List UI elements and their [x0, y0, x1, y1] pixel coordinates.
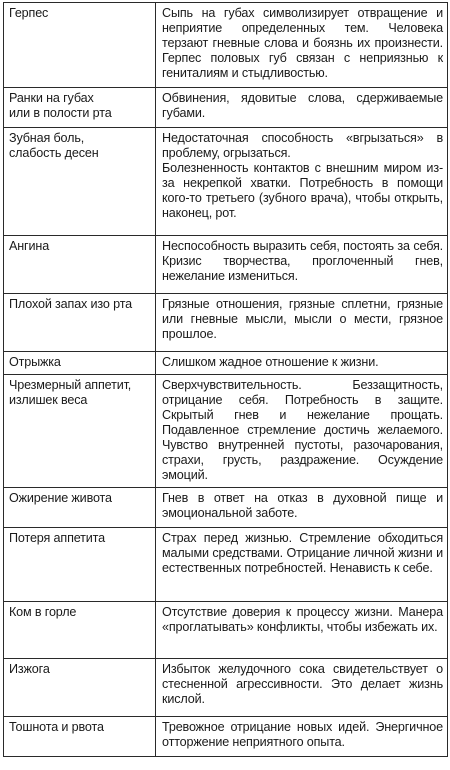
symptom-cell: Герпес	[4, 3, 156, 88]
meaning-cell: Слишком жадное отношение к жизни.	[156, 352, 448, 375]
table-row	[4, 352, 448, 375]
symptom-cell: Изжога	[4, 659, 156, 717]
symptom-cell: Ожирение живота	[4, 488, 156, 528]
table-row	[4, 294, 448, 352]
symptom-cell: Ком в горле	[4, 602, 156, 659]
table-row	[4, 3, 448, 88]
meaning-cell: Избыток желудочного сока свидетельствует о стесненной агрессивности. Это делает жизнь кислой.	[156, 659, 448, 717]
symptom-cell: Плохой запах изо рта	[4, 294, 156, 352]
symptom-cell: Ангина	[4, 236, 156, 294]
meaning-cell: Сверхчувствительность. Беззащитность, отрицание себя. Потребность в защите. Скрытый гнев и нежелание прощать. Подавленное стремление достичь желаемого. Чувство внутренней пустоты, разочарования, страхи, грусть, раздражение. Осуждение эмоций.	[156, 375, 448, 488]
table-row	[4, 88, 448, 128]
table-row	[4, 528, 448, 602]
meaning-cell: Недостаточная способность «вгрызаться» в проблему, огрызаться. Болезненность контактов с внешним миром из-за некрепкой хватки. Потребность в помощи кого-то третьего (зубного врача), чтобы открыть, наконец, рот.	[156, 128, 448, 236]
symptom-cell: Отрыжка	[4, 352, 156, 375]
table-row	[4, 236, 448, 294]
meaning-cell: Грязные отношения, грязные сплетни, грязные или гневные мысли, мысли о мести, грязное прошлое.	[156, 294, 448, 352]
table-row	[4, 659, 448, 717]
meaning-cell: Неспособность выразить себя, постоять за себя. Кризис творчества, проглоченный гнев, нежелание измениться.	[156, 236, 448, 294]
symptom-cell: Чрезмерный аппетит, излишек веса	[4, 375, 156, 488]
meaning-cell: Сыпь на губах символизирует отвращение и неприятие определенных тем. Человека терзают гневные слова и боязнь их произнести. Герпес половых губ связан с неприязнью к гениталиям и стыдливостью.	[156, 3, 448, 88]
symptom-cell: Тошнота и рвота	[4, 717, 156, 757]
table-row	[4, 602, 448, 659]
table-row	[4, 717, 448, 757]
table-row	[4, 375, 448, 488]
meaning-cell: Отсутствие доверия к процессу жизни. Манера «проглатывать» конфликты, чтобы избежать их.	[156, 602, 448, 659]
table-row	[4, 128, 448, 236]
symptoms-table	[3, 2, 448, 757]
symptom-cell: Зубная боль, слабость десен	[4, 128, 156, 236]
meaning-cell: Страх перед жизнью. Стремление обходиться малыми средствами. Отрицание личной жизни и естественных потребностей. Ненависть к себе.	[156, 528, 448, 602]
meaning-cell: Обвинения, ядовитые слова, сдерживаемые губами.	[156, 88, 448, 128]
meaning-cell: Тревожное отрицание новых идей. Энергичное отторжение неприятного опыта.	[156, 717, 448, 757]
symptom-cell: Ранки на губах или в полости рта	[4, 88, 156, 128]
meaning-cell: Гнев в ответ на отказ в духовной пище и эмоциональной заботе.	[156, 488, 448, 528]
symptom-cell: Потеря аппетита	[4, 528, 156, 602]
table-row	[4, 488, 448, 528]
